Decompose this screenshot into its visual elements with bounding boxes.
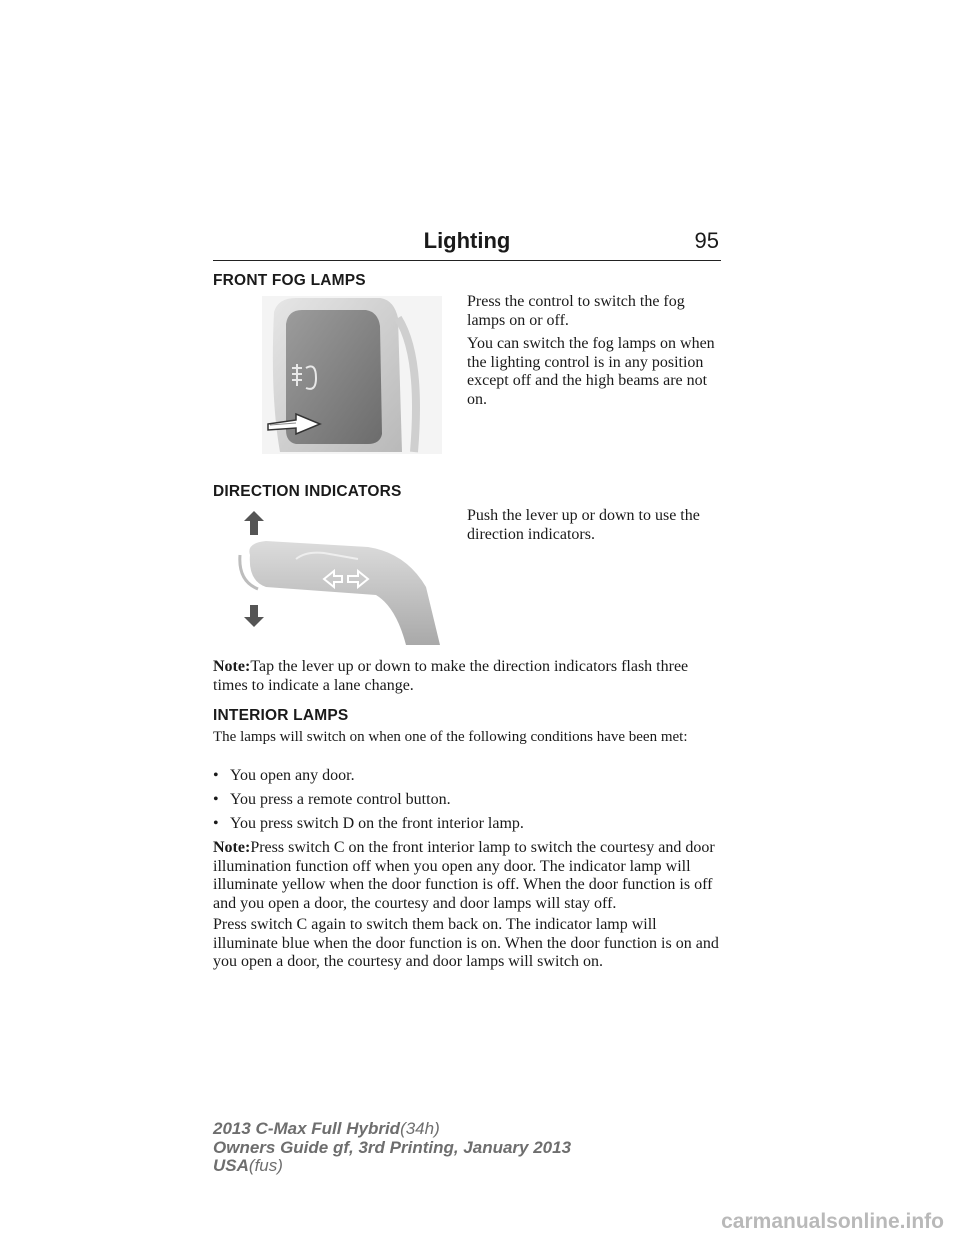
fog-paragraph-2: You can switch the fog lamps on when the lighting control is in any position except off and the high beams are not on. xyxy=(467,335,715,408)
fog-paragraph-1: Press the control to switch the fog lamps on or off. xyxy=(467,293,685,329)
footer-model: 2013 C-Max Full Hybrid xyxy=(213,1119,401,1138)
note-text: Tap the lever up or down to make the direction indicators flash three times to indicate a lane change. xyxy=(213,658,689,694)
note-label: Note: xyxy=(213,839,251,856)
direction-paragraph: Push the lever up or down to use the direction indicators. xyxy=(467,507,700,543)
list-item: • You press switch D on the front interior lamp. xyxy=(213,815,524,832)
heading-front-fog-lamps: FRONT FOG LAMPS xyxy=(213,272,366,289)
interior-note xyxy=(213,839,725,913)
heading-interior-lamps: INTERIOR LAMPS xyxy=(213,707,349,724)
arrow-down-icon xyxy=(244,605,264,627)
list-item: • You open any door. xyxy=(213,767,355,784)
watermark: carmanualsonline.info xyxy=(721,1210,944,1233)
fog-lamp-switch-illustration xyxy=(262,296,442,454)
note-text: Press switch C on the front interior lamp to switch the courtesy and door illumination function off when you open any door. The indicator lamp will illuminate yellow when the door function is off. When the door function is off and you open a door, the courtesy and door lamps will stay off. xyxy=(213,839,715,912)
interior-paragraph: Press switch C again to switch them back on. The indicator lamp will illuminate blue when the door function is on. When the door function is on and you open a door, the courtesy and door lamps will switch on. xyxy=(213,916,719,970)
footer-model-code: (34h) xyxy=(400,1119,440,1138)
arrow-up-icon xyxy=(244,511,264,535)
direction-indicator-lever-illustration xyxy=(236,507,440,645)
interior-intro: The lamps will switch on when one of the following conditions have been met: xyxy=(213,729,688,745)
direction-note xyxy=(213,658,723,695)
footer-printing: Owners Guide gf, 3rd Printing, January 2013 xyxy=(213,1137,572,1157)
page-number: 95 xyxy=(694,228,719,253)
footer-region-code: (fus) xyxy=(248,1156,283,1175)
page-header xyxy=(213,226,721,261)
note-label: Note: xyxy=(213,658,251,675)
list-item: • You press a remote control button. xyxy=(213,791,451,808)
heading-direction-indicators: DIRECTION INDICATORS xyxy=(213,483,402,500)
section-title: Lighting xyxy=(423,228,511,253)
document-footer xyxy=(213,1120,571,1176)
footer-region: USA xyxy=(213,1156,249,1175)
